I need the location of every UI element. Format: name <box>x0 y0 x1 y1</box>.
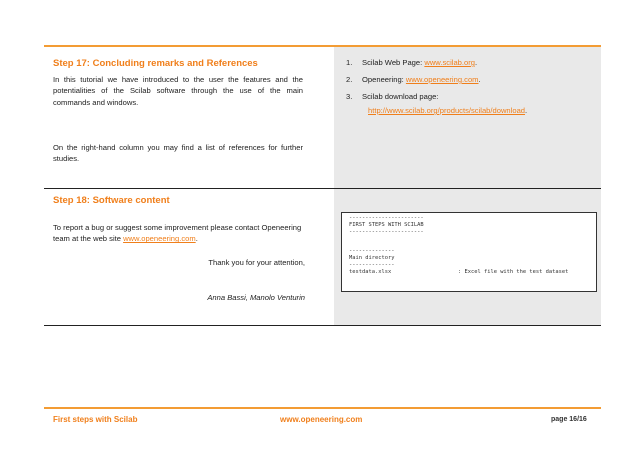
reference-item <box>346 74 596 85</box>
reference-text: Scilab Web Page: www.scilab.org. <box>362 58 478 67</box>
reference-number: 1. <box>346 58 353 67</box>
authors-text: Anna Bassi, Manolo Venturin <box>207 293 305 302</box>
footer-orange-rule <box>44 407 601 409</box>
footer-title: First steps with Scilab <box>53 415 138 424</box>
scilab-link[interactable]: www.scilab.org <box>424 58 475 67</box>
code-directory-label: Main directory <box>349 255 395 261</box>
step17-paragraph2: On the right-hand column you may find a list of references for further studies. <box>53 143 303 164</box>
code-rule: ----------------------- <box>349 215 424 221</box>
code-file-name: testdata.xlsx <box>349 269 392 275</box>
reference-text: Openeering: www.openeering.com. <box>362 75 481 84</box>
download-link[interactable]: http://www.scilab.org/products/scilab/download <box>368 106 526 115</box>
footer-website[interactable]: www.openeering.com <box>280 415 363 424</box>
software-content-box <box>341 212 597 292</box>
step17-paragraph1: In this tutorial we have introduced to the user the features and the potentialities of the Scilab software through the use of the main commands and windows. <box>53 75 303 107</box>
openeering-link[interactable]: www.openeering.com <box>405 75 479 84</box>
reference-item-url: http://www.scilab.org/products/scilab/download. <box>368 106 528 115</box>
reference-item <box>346 57 596 68</box>
code-rule: -------------- <box>349 262 395 268</box>
code-rule: -------------- <box>349 248 395 254</box>
step18-title: Step 18: Software content <box>53 195 170 206</box>
contact-link[interactable]: www.openeering.com <box>123 234 196 244</box>
code-rule: ----------------------- <box>349 229 424 235</box>
reference-item <box>346 91 596 102</box>
reference-number: 2. <box>346 75 353 84</box>
reference-text: Scilab download page: <box>362 92 439 101</box>
page-number: page 16/16 <box>551 416 587 423</box>
section-bottom-divider <box>44 325 601 326</box>
reference-number: 3. <box>346 92 353 101</box>
code-file-description: : Excel file with the test dataset <box>458 269 569 275</box>
step18-paragraph: To report a bug or suggest some improvement please contact Openeering team at the web site www.openeering.com. <box>53 223 302 244</box>
references-list <box>346 57 596 122</box>
thanks-text: Thank you for your attention, <box>208 258 305 267</box>
code-heading: FIRST STEPS WITH SCILAB <box>349 222 424 228</box>
step17-title: Step 17: Concluding remarks and References <box>53 58 258 69</box>
